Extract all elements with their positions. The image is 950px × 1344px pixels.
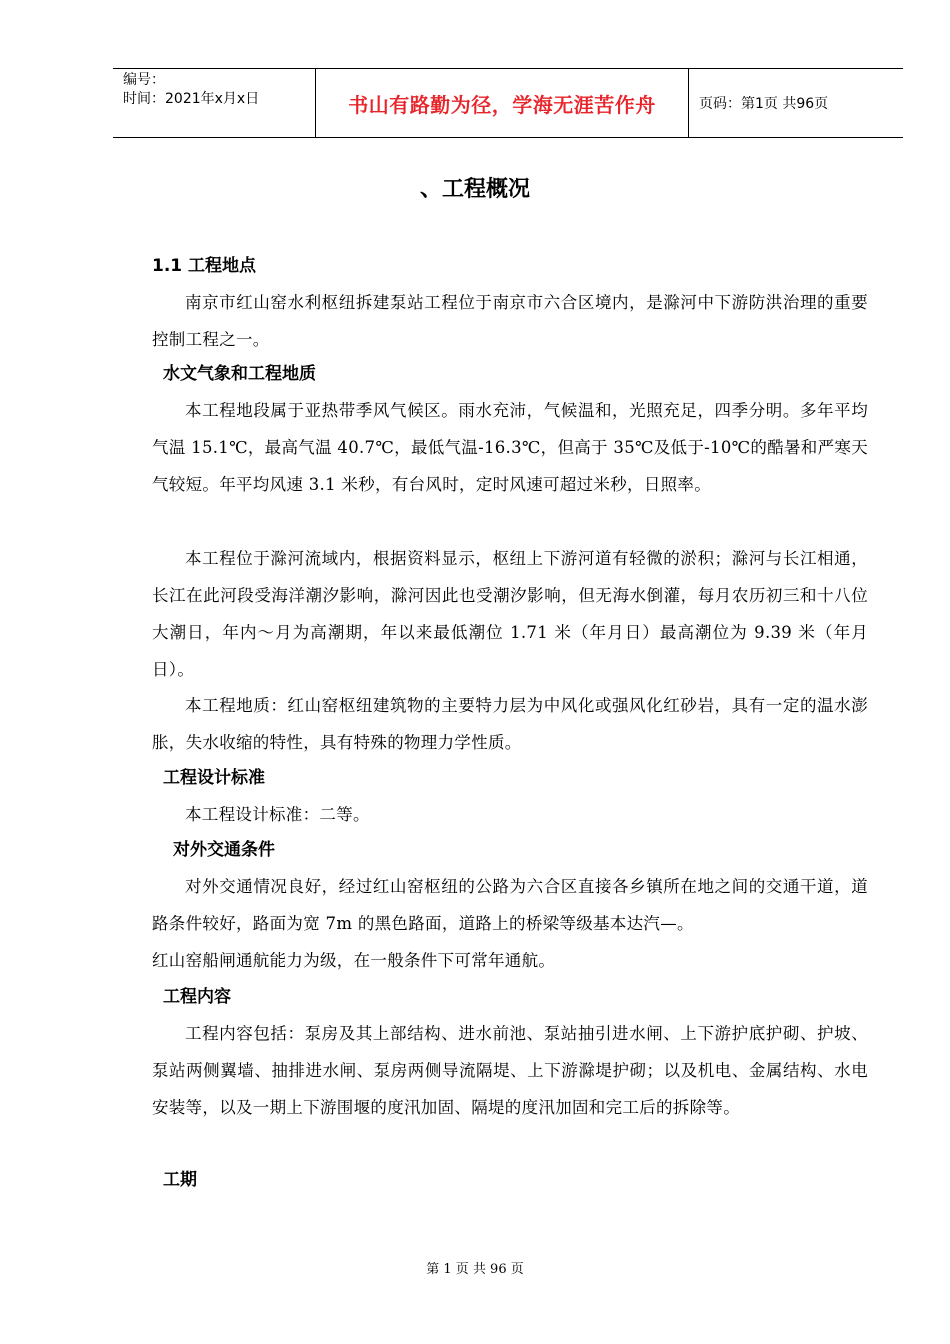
paragraph-traffic: 对外交通情况良好，经过红山窑枢纽的公路为六合区直接各乡镇所在地之间的交通干道，道路条件较好，路面为宽 7m 的黑色路面，道路上的桥梁等级基本达汽—。 — [152, 877, 868, 933]
section-heading-schedule: 工期 — [163, 1170, 197, 1190]
section-heading-location: 1.1 工程地点 — [152, 256, 257, 276]
paragraph-navigation: 红山窑船闸通航能力为级，在一般条件下可常年通航。 — [152, 951, 556, 970]
section-heading-traffic: 对外交通条件 — [173, 840, 275, 860]
document-header-table — [113, 68, 903, 138]
section-heading-design-standard: 工程设计标准 — [163, 768, 265, 788]
page-title: 、工程概况 — [419, 177, 530, 202]
paragraph-geology: 本工程地质：红山窑枢纽建筑物的主要特力层为中风化或强风化红砂岩，具有一定的温水澎胀，失水收缩的特性，具有特殊的物理力学性质。 — [152, 696, 868, 752]
header-meta-cell — [113, 69, 315, 137]
motto-cell: 书山有路勤为径，学海无涯苦作舟 — [315, 69, 689, 137]
paragraph-content: 工程内容包括：泵房及其上部结构、进水前池、泵站抽引进水闸、上下游护底护砌、护坡、泵站两侧翼墙、抽排进水闸、泵房两侧导流隔堤、上下游滁堤护砌；以及机电、金属结构、水电安装等，以及一期上下游围堰的度汛加固、隔堤的度汛加固和完工后的拆除等。 — [152, 1024, 868, 1117]
time-label: 时间：2021年x月x日 — [123, 91, 260, 107]
page-footer: 第 1 页 共 96 页 — [426, 1262, 524, 1277]
page-info-cell: 页码：第1页 共96页 — [699, 96, 829, 112]
section-heading-content: 工程内容 — [163, 987, 231, 1007]
section-heading-hydrology: 水文气象和工程地质 — [163, 364, 316, 384]
paragraph-river: 本工程位于滁河流域内，根据资料显示，枢纽上下游河道有轻微的淤积；滁河与长江相通，长江在此河段受海洋潮汐影响，滁河因此也受潮汐影响，但无海水倒灌，每月农历初三和十八位大潮日，年内～月为高潮期，年以来最低潮位 1.71 米（年月日）最高潮位为 9.39 米（年月日）。 — [152, 549, 868, 679]
paragraph-design-standard: 本工程设计标准：二等。 — [185, 805, 370, 824]
serial-label: 编号： — [123, 72, 165, 88]
paragraph-climate: 本工程地段属于亚热带季风气候区。雨水充沛，气候温和，光照充足，四季分明。多年平均气温 15.1℃，最高气温 40.7℃，最低气温-16.3℃，但高于 35℃及低于-10℃的酷暑和严寒天气较短。年平均风速 3.1 米秒，有台风时，定时风速可超过米秒，日照率。 — [152, 401, 868, 494]
paragraph-location: 南京市红山窑水利枢纽拆建泵站工程位于南京市六合区境内，是滁河中下游防洪治理的重要控制工程之一。 — [152, 293, 868, 349]
